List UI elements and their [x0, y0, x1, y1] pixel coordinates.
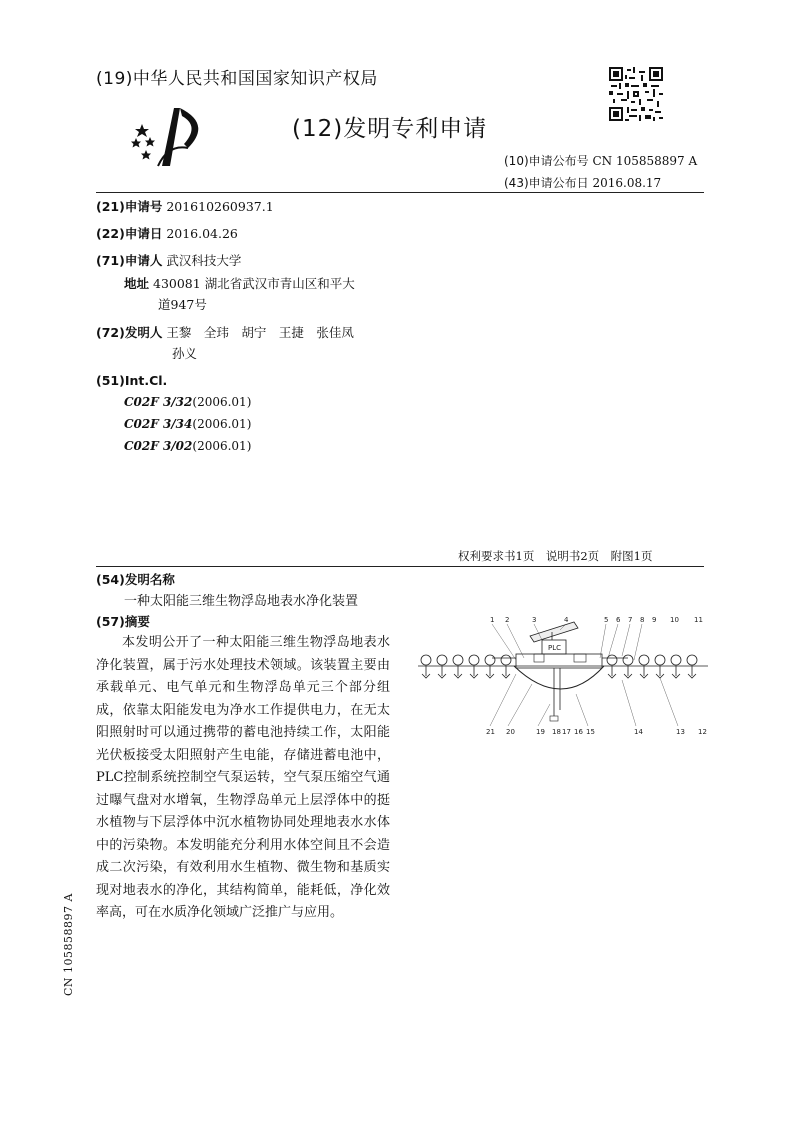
figure-ref-label: 11: [694, 616, 703, 624]
figure-ref-label: 20: [506, 728, 515, 736]
figure-plc-label: PLC: [548, 644, 562, 652]
figure-ref-label: 6: [616, 616, 621, 624]
inventors-line-2: 孙义: [172, 346, 198, 361]
inventors-line-1: 王黎 全玮 胡宁 王捷 张佳凤: [166, 325, 354, 340]
figure-ref-label: 3: [532, 616, 537, 624]
applicant-value: 武汉科技大学: [166, 253, 242, 268]
figure-floating-plant: [485, 655, 495, 665]
figure-plant-roots: [470, 666, 478, 678]
figure-floating-plant: [453, 655, 463, 665]
issuing-authority: (19)中华人民共和国国家知识产权局: [96, 69, 378, 89]
applicant-label: (71)申请人: [96, 253, 163, 268]
ipc-code: C02F 3/32: [124, 395, 193, 409]
header-divider: [96, 192, 704, 193]
address-line-2: 道947号: [158, 297, 207, 312]
figure-ref-label: 16: [574, 728, 583, 736]
figure-floating-plant: [639, 655, 649, 665]
inventors-label: (72)发明人: [96, 325, 163, 340]
publication-date-label: (43)申请公布日: [504, 176, 589, 190]
ipc-code-1: [124, 395, 251, 409]
publication-number: [504, 152, 697, 169]
figure-ref-label: 17: [562, 728, 571, 736]
int-cl-label-text: (51)Int.Cl.: [96, 373, 168, 388]
address-label: 地址: [124, 276, 150, 291]
figure-floating-plant: [623, 655, 633, 665]
figure-ref-label: 12: [698, 728, 707, 736]
figure-floating-plant: [671, 655, 681, 665]
application-number: [96, 196, 274, 218]
figure-plant-roots: [422, 666, 430, 678]
figure-plant-roots: [502, 666, 510, 678]
bibliography-divider: [96, 566, 704, 567]
application-date-label: (22)申请日: [96, 226, 163, 241]
figure-ref-label: 8: [640, 616, 645, 624]
figure-plant-roots: [688, 666, 696, 678]
figure-floating-plant: [501, 655, 511, 665]
figure-floating-plant: [687, 655, 697, 665]
ipc-code: C02F 3/34: [124, 417, 193, 431]
sidebar-publication-number: CN 105858897 A: [62, 893, 75, 996]
ipc-version: (2006.01): [192, 417, 252, 431]
address-line-1: 430081 湖北省武汉市青山区和平大: [153, 276, 355, 291]
figure-floating-plant: [421, 655, 431, 665]
figure-plant-roots: [438, 666, 446, 678]
figure-ref-label: 2: [505, 616, 510, 624]
title-label: [96, 569, 175, 591]
ipc-code: C02F 3/02: [124, 439, 193, 453]
figure-plant-roots: [672, 666, 680, 678]
figure-plant-roots: [454, 666, 462, 678]
figure-plant-roots: [640, 666, 648, 678]
invention-title: 一种太阳能三维生物浮岛地表水净化装置: [124, 594, 359, 609]
abstract-figure: [412, 614, 712, 740]
figure-floating-plant: [655, 655, 665, 665]
figure-plant-roots: [486, 666, 494, 678]
application-date: [96, 223, 238, 245]
figure-plant-roots: [624, 666, 632, 678]
figure-ref-label: 4: [564, 616, 569, 624]
ipc-code-3: [124, 439, 251, 453]
inventors: [96, 322, 354, 344]
figure-ref-label: 9: [652, 616, 657, 624]
cnipa-logo: [128, 104, 214, 168]
figure-plant-roots: [608, 666, 616, 678]
application-number-label: (21)申请号: [96, 199, 163, 214]
abstract-text: 本发明公开了一种太阳能三维生物浮岛地表水净化装置，属于污水处理技术领域。该装置主要由承载单元、电气单元和生物浮岛单元三个部分组成，依靠太阳能发电为净水工作提供电力，在无太阳照射时可以通过携带的蓄电池持续工作，太阳能光伏板接受太阳照射产生电能，存储进蓄电池中，PLC控制系统控制空气泵运转，空气泵压缩空气通过曝气盘对水增氧，生物浮岛单元上层浮体中的挺水植物与下层浮体中沉水植物协同处理地表水水体中的污染物。本发明能充分利用水体空间且不会造成二次污染，有效利用水生植物、微生物和基质实现对地表水的净化，其结构简单，能耗低，净化效率高，可在水质净化领域广泛推广与应用。: [96, 635, 390, 920]
figure-floating-plant: [469, 655, 479, 665]
figure-floating-plant: [437, 655, 447, 665]
applicant: [96, 250, 241, 272]
application-number-value: 201610260937.1: [166, 199, 274, 214]
publication-number-label: (10)申请公布号: [504, 154, 589, 168]
ipc-code-2: [124, 417, 251, 431]
publication-date-value: 2016.08.17: [592, 176, 662, 190]
publication-date: [504, 174, 661, 191]
figure-ref-label: 14: [634, 728, 643, 736]
ipc-version: (2006.01): [192, 395, 252, 409]
figure-ref-label: 21: [486, 728, 495, 736]
title-label-text: (54)发明名称: [96, 572, 175, 587]
qr-code: [609, 67, 663, 121]
figure-ref-label: 7: [628, 616, 633, 624]
application-date-value: 2016.04.26: [166, 226, 238, 241]
figure-ref-label: 1: [490, 616, 495, 624]
int-cl-label: [96, 370, 167, 392]
ipc-version: (2006.01): [192, 439, 252, 453]
figure-ref-label: 19: [536, 728, 545, 736]
figure-ref-label: 10: [670, 616, 679, 624]
figure-plant-roots: [656, 666, 664, 678]
figure-ref-label: 5: [604, 616, 609, 624]
document-type: (12)发明专利申请: [292, 116, 488, 142]
abstract-label: [96, 611, 150, 633]
abstract-label-text: (57)摘要: [96, 614, 150, 629]
figure-ref-label: 15: [586, 728, 595, 736]
address: [124, 273, 355, 295]
publication-number-value: CN 105858897 A: [592, 154, 698, 168]
figure-ref-label: 13: [676, 728, 685, 736]
figure-ref-label: 18: [552, 728, 561, 736]
page-count-info: 权利要求书1页 说明书2页 附图1页: [458, 549, 653, 563]
